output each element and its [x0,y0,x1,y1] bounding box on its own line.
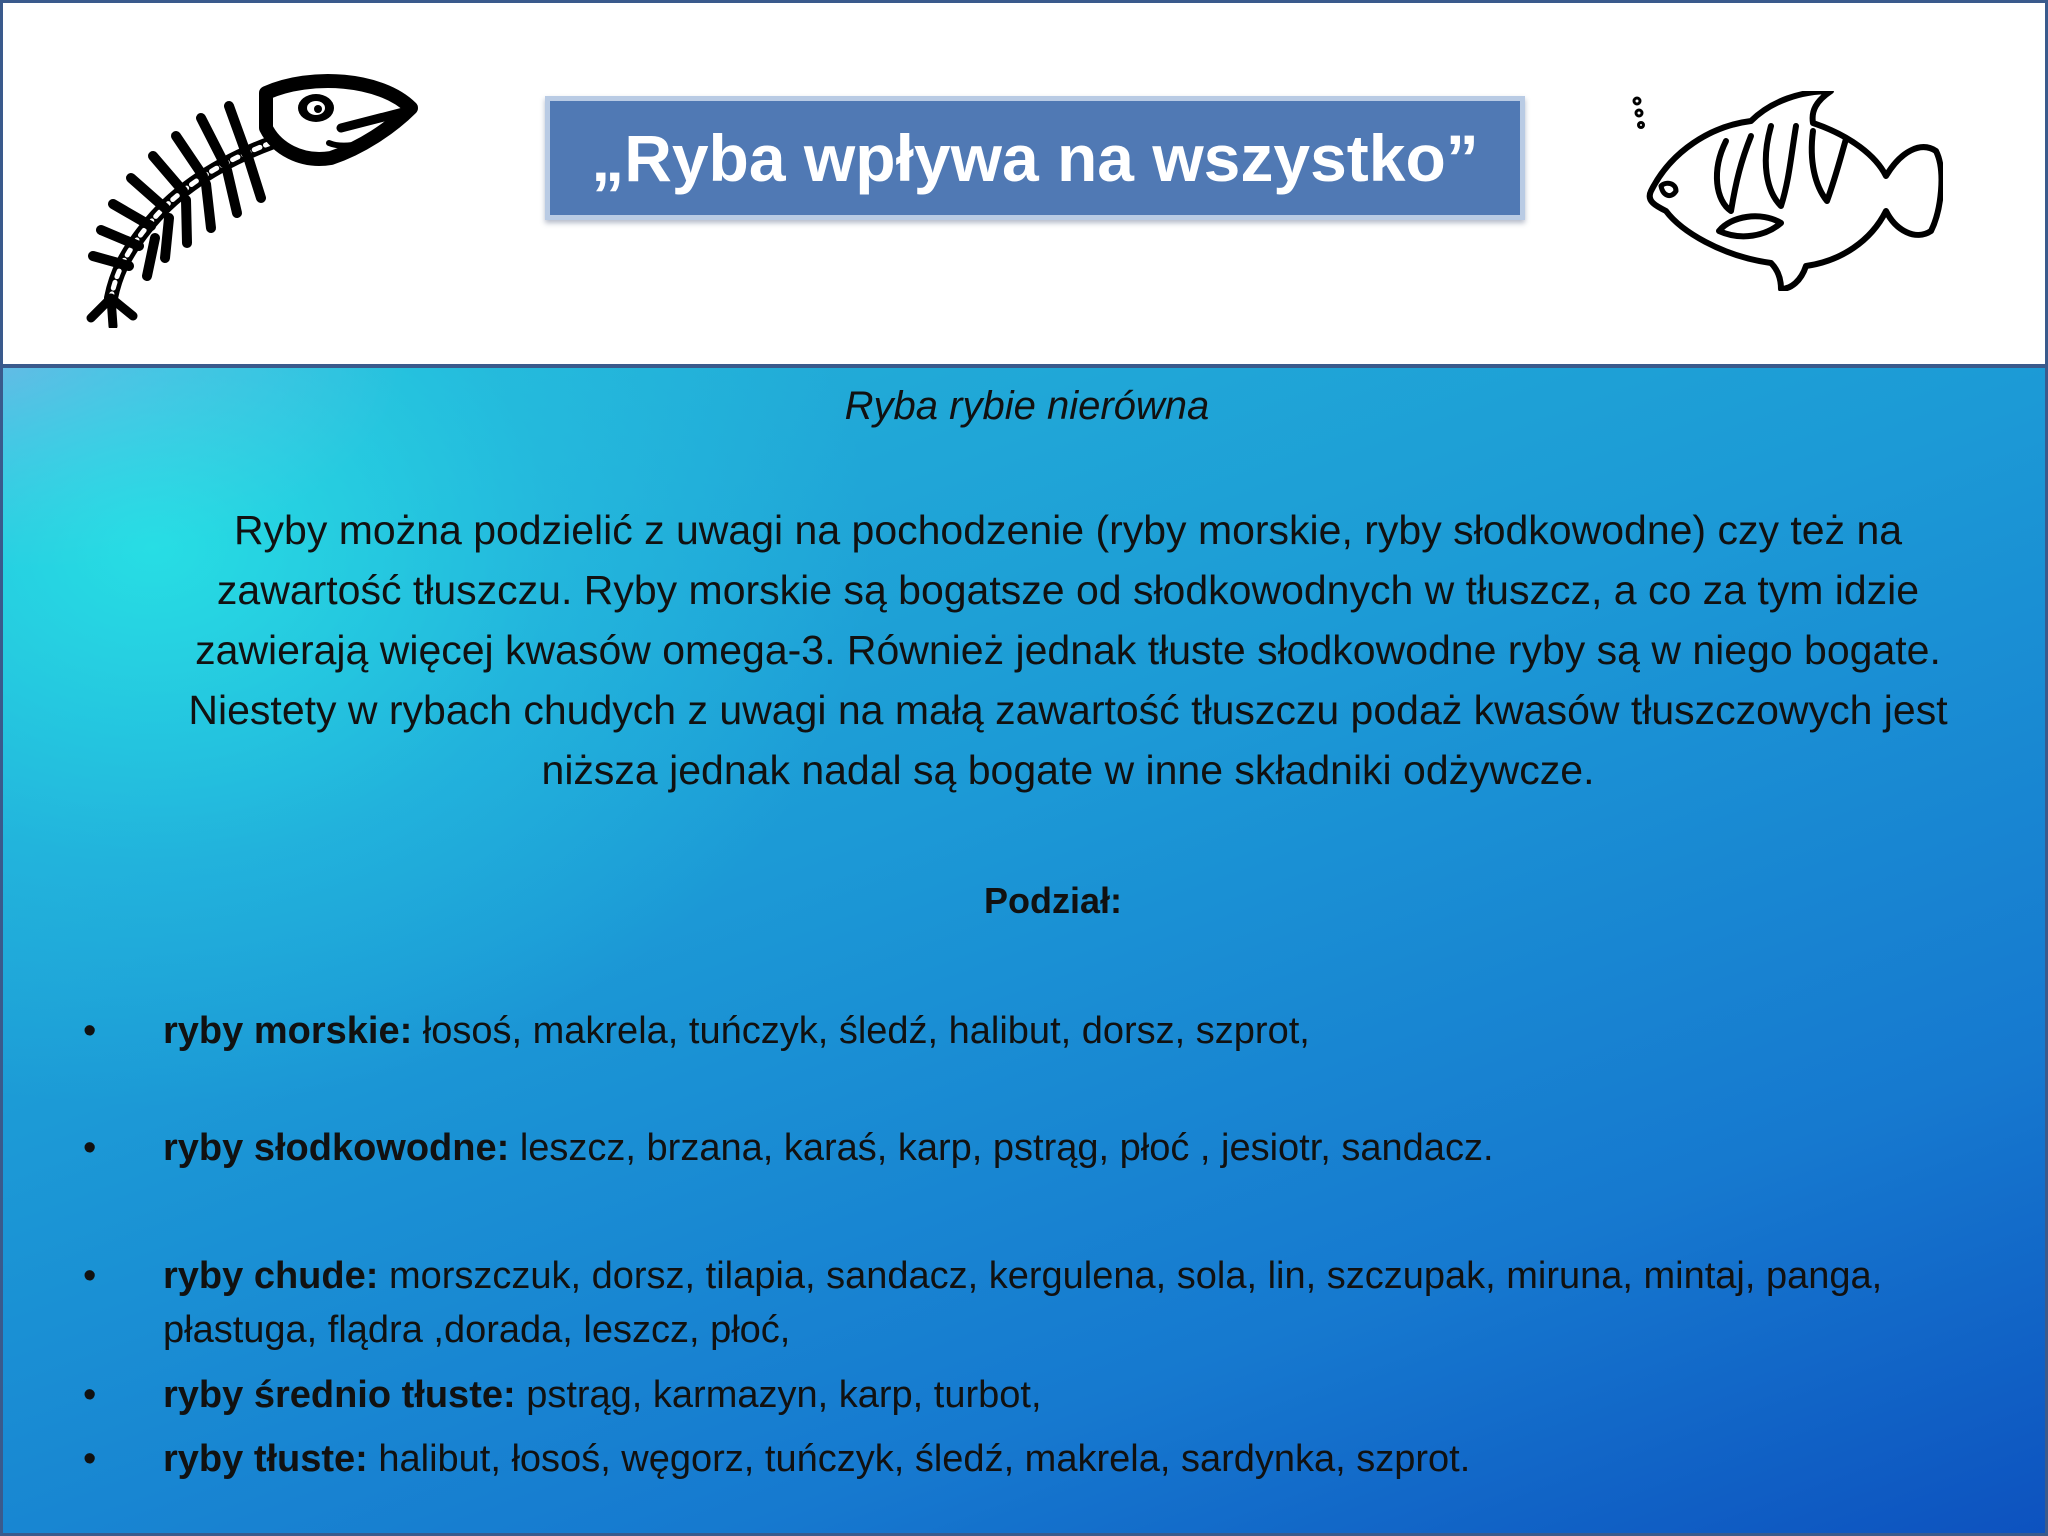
slide-title: „Ryba wpływa na wszystko” [591,121,1479,195]
list-item-term: ryby średnio tłuste: [163,1374,516,1416]
bullet-marker: • [83,1374,97,1416]
cartoon-fish-icon [1631,91,1943,291]
content-area [0,368,2048,1536]
list-item-term: ryby chude: [163,1255,379,1297]
list-item-term: ryby morskie: [163,1010,413,1052]
list-item-text: morszczuk, dorsz, tilapia, sandacz, kergulena, sola, lin, szczupak, miruna, mintaj, panga, płastuga, flądra ,dorada, leszcz, płoć, [163,1255,1883,1351]
section-heading: Podział: [983,880,1122,921]
subtitle: Ryba rybie nierówna [844,384,1210,428]
fish-skeleton-icon [61,48,431,328]
bullet-marker: • [83,1127,97,1169]
title-box [545,96,1525,220]
list-item-text: łosoś, makrela, tuńczyk, śledź, halibut, dorsz, szprot, [412,1010,1310,1052]
list-item-term: ryby tłuste: [163,1438,368,1480]
bullet-marker: • [83,1438,97,1480]
header [0,0,2048,368]
list-item [83,1004,1983,1058]
list-item [83,1249,1983,1357]
list-item-term: ryby słodkowodne: [163,1127,510,1169]
intro-paragraph: Ryby można podzielić z uwagi na pochodzenie (ryby morskie, ryby słodkowodne) czy też na zawartość tłuszczu. Ryby morskie są bogatsze od słodkowodnych w tłuszcz, a co za tym idzie zawierają więcej kwasów omega-3. Również jednak tłuste słodkowodne ryby są w niego bogate. Niestety w rybach chudych z uwagi na małą zawartość tłuszczu podaż kwasów tłuszczowych jest niższa jednak nadal są bogate w inne składniki odżywcze. [188,507,1948,793]
bullet-marker: • [83,1255,97,1297]
bullet-marker: • [83,1010,97,1052]
list-item [83,1121,1983,1175]
list-item-text: pstrąg, karmazyn, karp, turbot, [515,1374,1042,1416]
list-item [83,1368,1983,1422]
list-item [83,1432,1983,1486]
list-item-text: halibut, łosoś, węgorz, tuńczyk, śledź, makrela, sardynka, szprot. [367,1438,1471,1480]
list-item-text: leszcz, brzana, karaś, karp, pstrąg, płoć , jesiotr, sandacz. [509,1127,1494,1169]
